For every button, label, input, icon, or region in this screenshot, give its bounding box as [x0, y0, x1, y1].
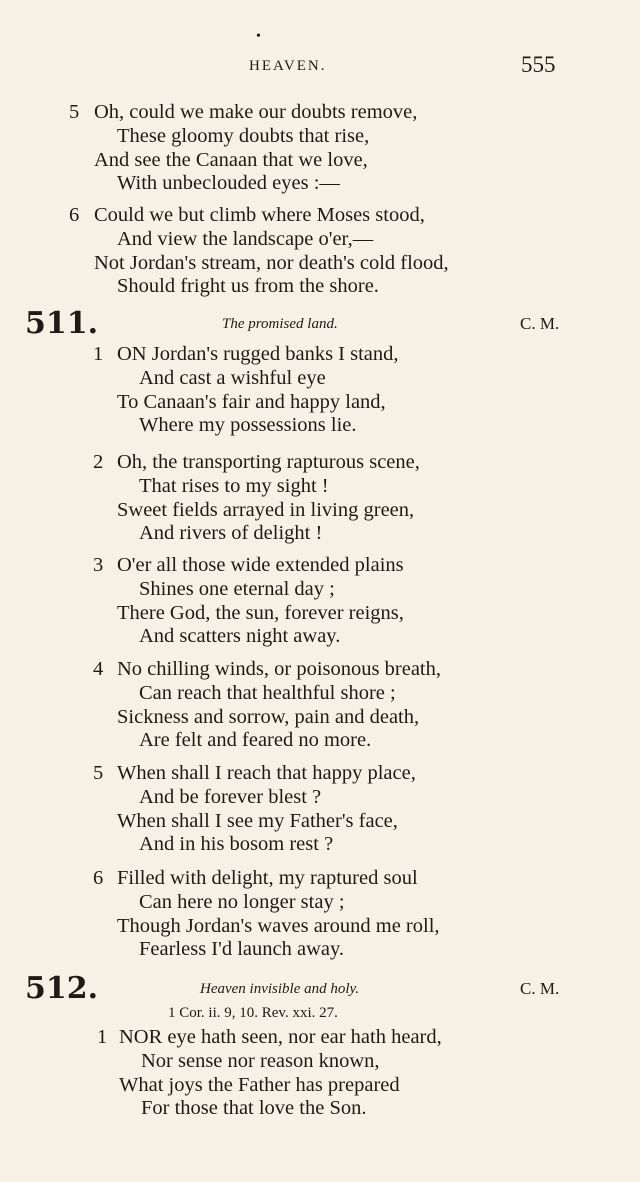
stanza-line: When shall I see my Father's face,: [117, 810, 398, 832]
stanza-line: And cast a wishful eye: [139, 367, 326, 389]
stanza-line: Sickness and sorrow, pain and death,: [117, 706, 420, 728]
stanza-line: Oh, could we make our doubts remove,: [94, 101, 418, 123]
hymn-meter: C. M.: [520, 979, 560, 998]
hymn-number: 511.: [25, 306, 99, 341]
stanza-line: Should fright us from the shore.: [117, 275, 379, 297]
stanza-line: What joys the Father has prepared: [119, 1074, 400, 1096]
stanza-line: Sweet fields arrayed in living green,: [117, 499, 415, 521]
hymn-number: 512.: [25, 971, 99, 1006]
stanza-line: Can reach that healthful shore ;: [139, 682, 396, 704]
stanza-line: For those that love the Son.: [141, 1097, 367, 1119]
scripture-reference: 1 Cor. ii. 9, 10. Rev. xxi. 27.: [168, 1005, 338, 1021]
stanza-line: To Canaan's fair and happy land,: [117, 391, 386, 413]
stanza-number: 4: [93, 658, 104, 680]
hymn-512-heading: [0, 972, 640, 1006]
stanza-line: And view the landscape o'er,—: [117, 228, 374, 250]
stanza-line: Not Jordan's stream, nor death's cold flood,: [94, 252, 449, 274]
stanza-line: Filled with delight, my raptured soul: [117, 867, 418, 889]
page-header: [0, 52, 640, 82]
stanza-line: Fearless I'd launch away.: [139, 938, 345, 960]
hymn-title: The promised land.: [222, 316, 338, 332]
stanza-line: Shines one eternal day ;: [139, 578, 335, 600]
stanza-number: 1: [97, 1026, 108, 1048]
stanza-line: Could we but climb where Moses stood,: [94, 204, 425, 226]
hymn-511-heading: [0, 307, 640, 341]
stanza-number: 5: [69, 101, 80, 123]
stanza-number: 6: [69, 204, 80, 226]
running-head: HEAVEN.: [249, 58, 327, 74]
hymn-title: Heaven invisible and holy.: [200, 981, 360, 997]
top-mark: •: [256, 29, 261, 44]
page-number: 555: [521, 52, 556, 77]
stanza-line: Where my possessions lie.: [139, 414, 357, 436]
stanza-line: And see the Canaan that we love,: [94, 149, 368, 171]
stanza-line: And be forever blest ?: [139, 786, 322, 808]
stanza-number: 5: [93, 762, 104, 784]
stanza-number: 6: [93, 867, 104, 889]
stanza-line: These gloomy doubts that rise,: [117, 125, 370, 147]
stanza-number: 1: [93, 343, 104, 365]
hymn-meter: C. M.: [520, 314, 560, 333]
stanza-line: Though Jordan's waves around me roll,: [117, 915, 440, 937]
stanza-line: With unbeclouded eyes :—: [117, 172, 340, 194]
stanza-number: 3: [93, 554, 104, 576]
stanza-line: And rivers of delight !: [139, 522, 323, 544]
stanza-line: ON Jordan's rugged banks I stand,: [117, 343, 399, 365]
stanza-line: O'er all those wide extended plains: [117, 554, 404, 576]
stanza-line: Nor sense nor reason known,: [141, 1050, 380, 1072]
stanza-line: Can here no longer stay ;: [139, 891, 345, 913]
stanza-line: When shall I reach that happy place,: [117, 762, 416, 784]
stanza-number: 2: [93, 451, 104, 473]
stanza-line: Oh, the transporting rapturous scene,: [117, 451, 420, 473]
stanza-line: And in his bosom rest ?: [139, 833, 334, 855]
stanza-line: NOR eye hath seen, nor ear hath heard,: [119, 1026, 442, 1048]
stanza-line: That rises to my sight !: [139, 475, 329, 497]
stanza-line: No chilling winds, or poisonous breath,: [117, 658, 441, 680]
stanza-line: There God, the sun, forever reigns,: [117, 602, 404, 624]
stanza-line: And scatters night away.: [139, 625, 341, 647]
stanza-line: Are felt and feared no more.: [139, 729, 372, 751]
